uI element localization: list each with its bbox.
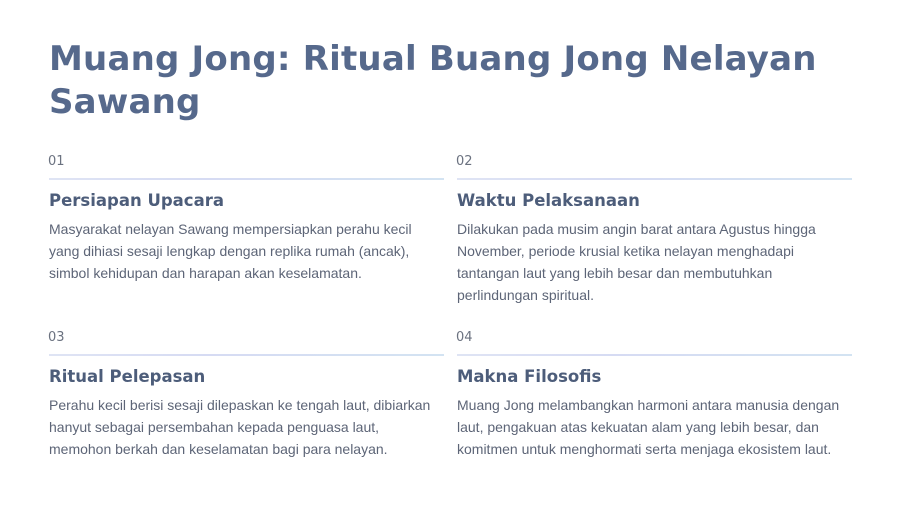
page-title: Muang Jong: Ritual Buang Jong Nelayan Sawang [49, 39, 817, 122]
card-heading: Ritual Pelepasan [49, 366, 206, 386]
card-ritual-pelepasan [49, 330, 444, 460]
card-number: 04 [456, 330, 473, 345]
card-number: 02 [456, 154, 473, 169]
card-body: Masyarakat nelayan Sawang mempersiapkan perahu kecil yang dihiasi sesaji lengkap dengan replika rumah (ancak), simbol kehidupan dan harapan akan keselamatan. [49, 220, 412, 282]
card-body: Perahu kecil berisi sesaji dilepaskan ke tengah laut, dibiarkan hanyut sebagai persembahan kepada penguasa laut, memohon berkah dan keselamatan bagi para nelayan. [49, 396, 431, 458]
card-heading: Waktu Pelaksanaan [457, 190, 640, 210]
card-divider [49, 178, 444, 180]
card-divider [457, 178, 852, 180]
card-number: 03 [48, 330, 65, 345]
card-persiapan-upacara [49, 154, 444, 284]
card-divider [49, 354, 444, 356]
card-number: 01 [48, 154, 65, 169]
card-heading: Makna Filosofis [457, 366, 602, 386]
card-body: Dilakukan pada musim angin barat antara Agustus hingga November, periode krusial ketika nelayan menghadapi tantangan laut yang lebih besar dan membutuhkan perlindungan spiritual. [457, 220, 816, 304]
card-heading: Persiapan Upacara [49, 190, 224, 210]
card-waktu-pelaksanaan [457, 154, 852, 307]
card-body: Muang Jong melambangkan harmoni antara manusia dengan laut, pengakuan atas kekuatan alam yang lebih besar, dan komitmen untuk menghormati serta menjaga ekosistem laut. [457, 396, 840, 458]
card-divider [457, 354, 852, 356]
card-makna-filosofis [457, 330, 852, 460]
